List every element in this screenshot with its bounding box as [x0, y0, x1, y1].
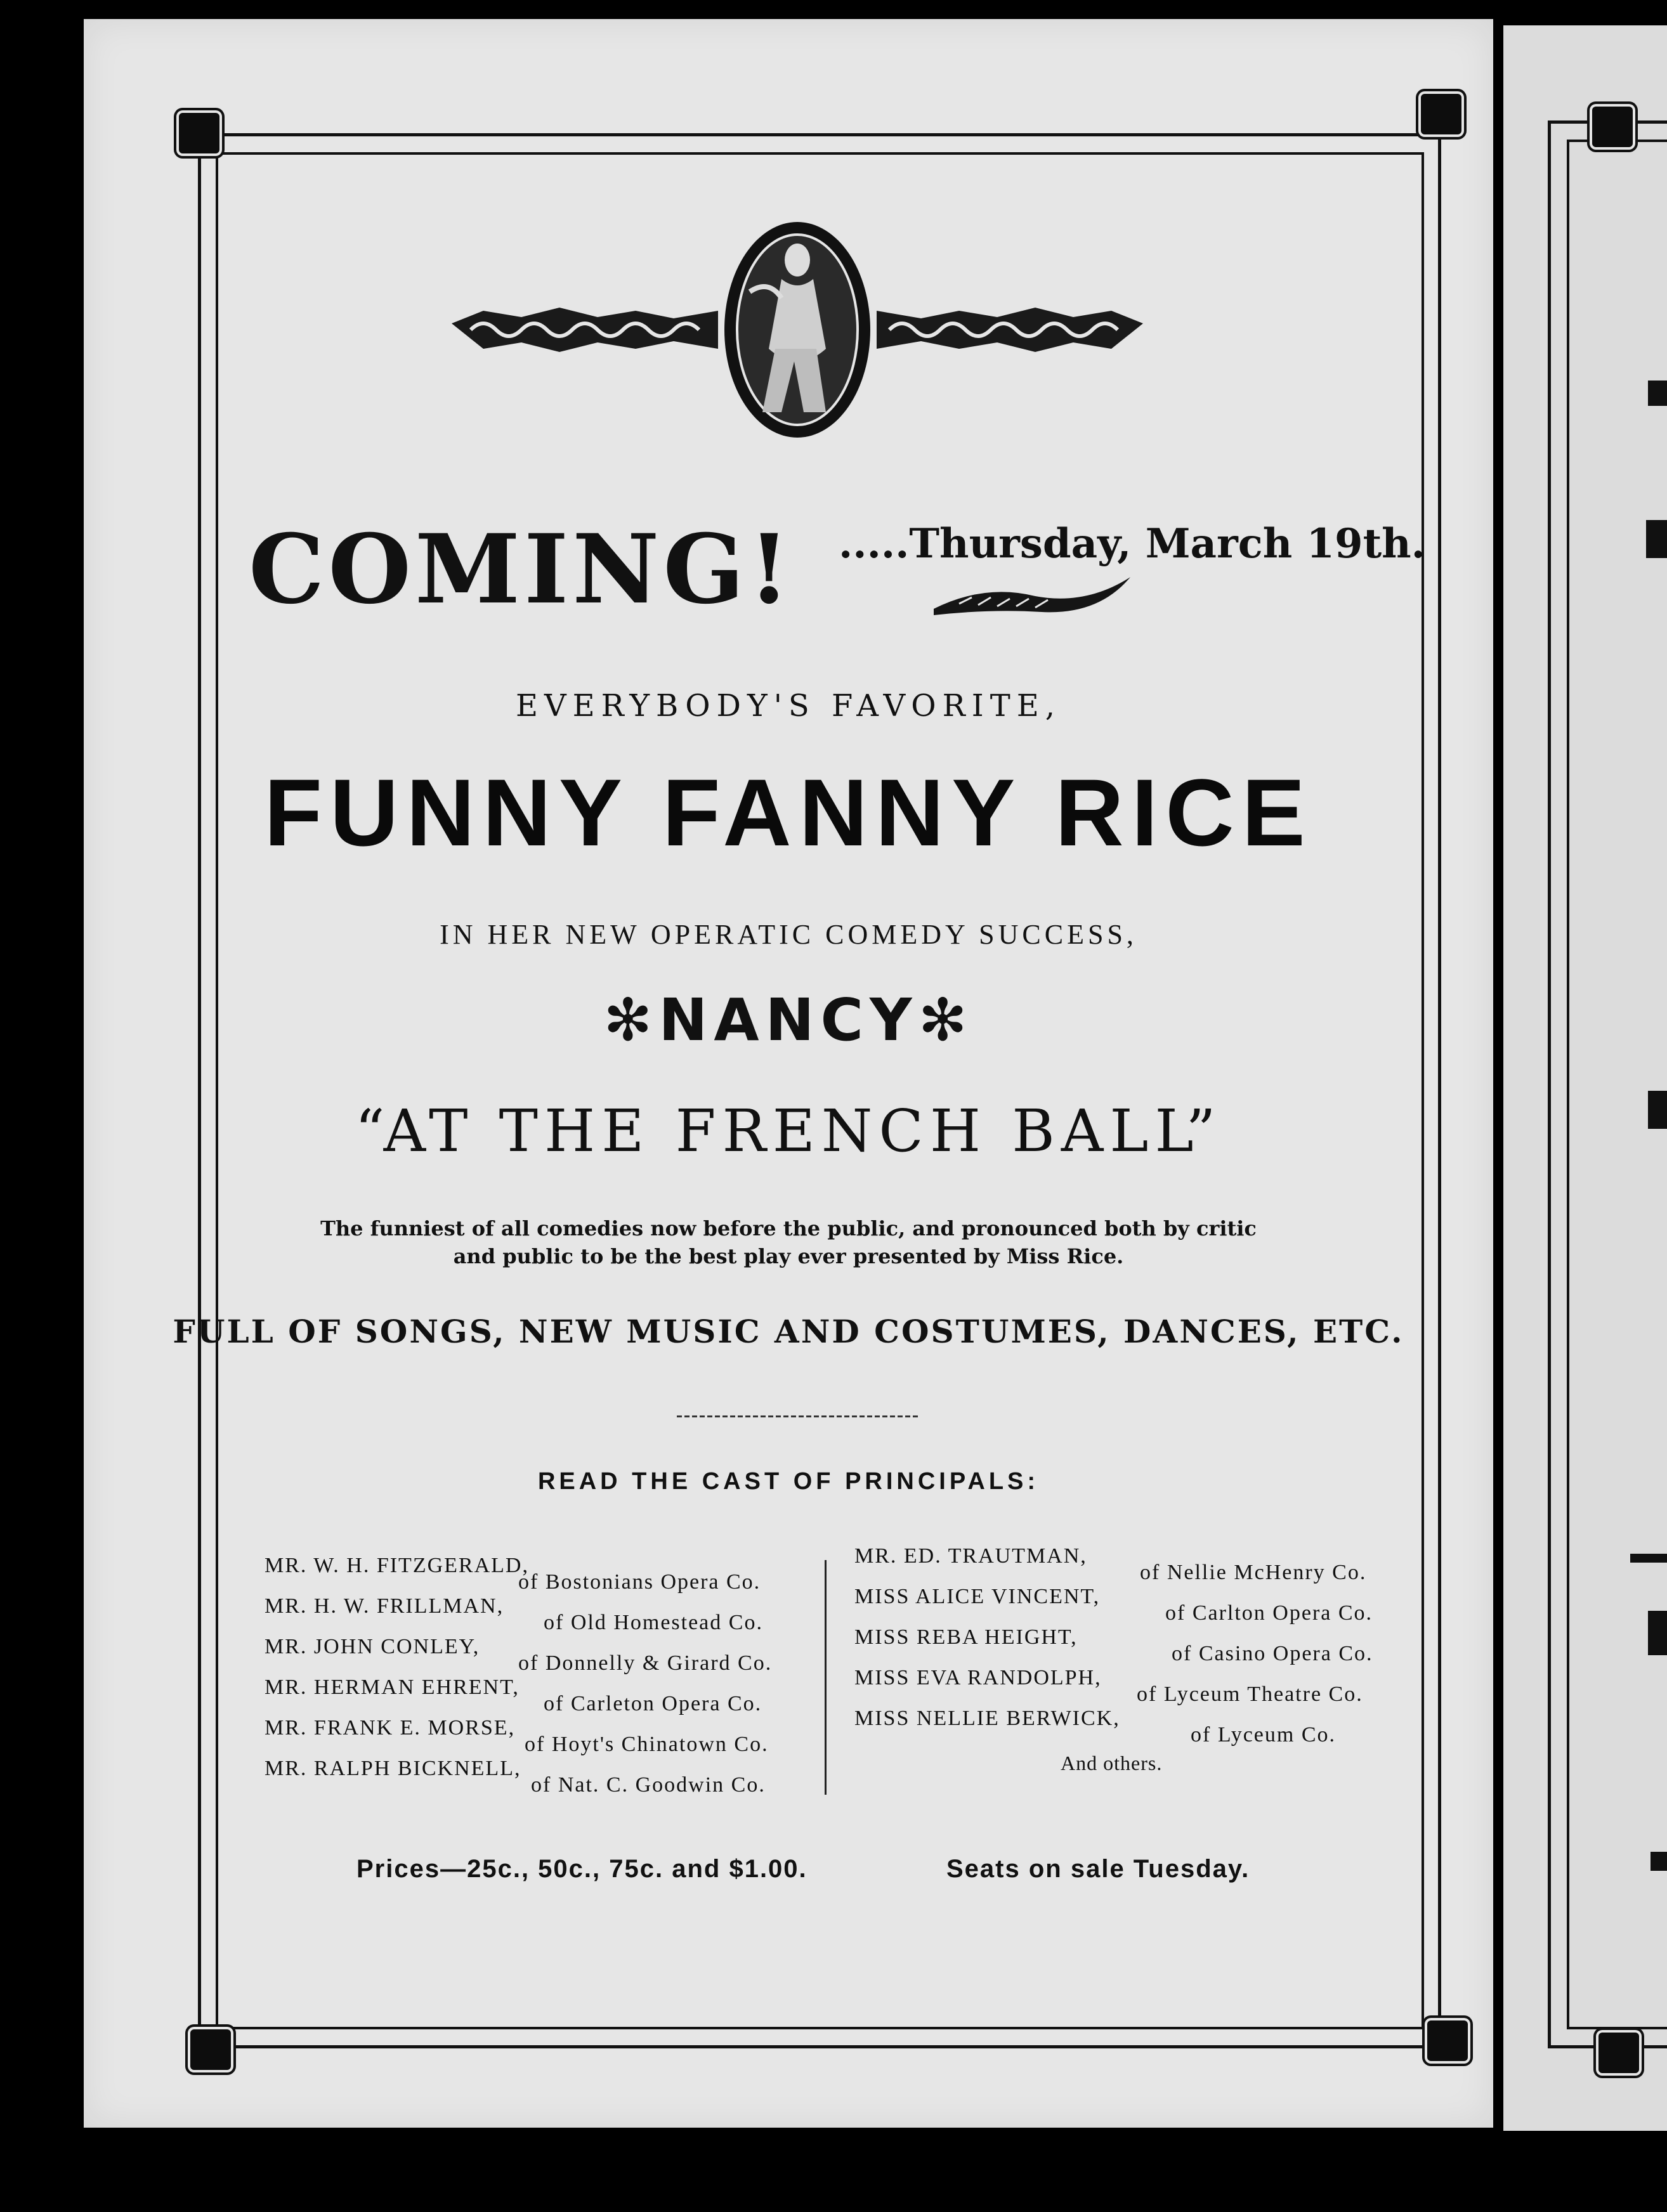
adjacent-page-fragment [1503, 25, 1667, 2131]
cast-name: MR. ED. TRAUTMAN, [854, 1544, 1087, 1568]
cast-list-right [854, 1544, 1463, 1747]
cast-company: of Lyceum Theatre Co. [1137, 1682, 1363, 1706]
snowflake-right-icon: ✻ [918, 986, 974, 1054]
cast-entry [265, 1675, 861, 1716]
show-subtitle: “AT THE FRENCH BALL” [355, 1097, 1222, 1165]
description-line-1: The funniest of all comedies now before the public, and pronounced both by critic [320, 1216, 1257, 1240]
adjacent-text-fragment [1630, 1554, 1667, 1563]
ticket-prices: Prices—25c., 50c., 75c. and $1.00. [356, 1855, 807, 1883]
cast-entry [854, 1707, 1463, 1747]
adjacent-corner-bottom [1598, 2033, 1639, 2073]
event-date: .....Thursday, March 19th. [839, 520, 1425, 568]
cast-entry [854, 1544, 1463, 1585]
adjacent-inner-border [1567, 140, 1667, 2029]
cast-company: of Hoyt's Chinatown Co. [525, 1733, 769, 1756]
right-scroll-ornament [877, 308, 1143, 352]
cast-entry [854, 1585, 1463, 1625]
cast-name: MR. RALPH BICKNELL, [265, 1757, 521, 1780]
show-title-text: NANCY [658, 986, 918, 1054]
cast-list-left [265, 1554, 861, 1797]
new-operatic-line: IN HER NEW OPERATIC COMEDY SUCCESS, [440, 919, 1137, 950]
header-ornament [445, 222, 1149, 463]
left-scroll-ornament [452, 308, 718, 352]
corner-ornament-bottom-right [1427, 2020, 1468, 2061]
adjacent-text-fragment [1648, 381, 1667, 406]
cast-entry [854, 1625, 1463, 1666]
cast-entry [265, 1716, 861, 1757]
cast-company: of Nat. C. Goodwin Co. [531, 1773, 766, 1797]
adjacent-text-fragment [1648, 1611, 1667, 1655]
cast-name: MR. W. H. FITZGERALD, [265, 1554, 529, 1577]
cast-name: MR. JOHN CONLEY, [265, 1635, 480, 1658]
corner-ornament-bottom-left [190, 2029, 231, 2070]
features-line: FULL OF SONGS, NEW MUSIC AND COSTUMES, DANCES, ETC. [173, 1313, 1404, 1350]
cast-name: MISS EVA RANDOLPH, [854, 1666, 1102, 1689]
show-title [84, 986, 1493, 1054]
cast-company: of Old Homestead Co. [544, 1611, 763, 1634]
cast-name: MISS NELLIE BERWICK, [854, 1707, 1120, 1730]
cast-name: MR. H. W. FRILLMAN, [265, 1594, 504, 1618]
cast-entry [854, 1666, 1463, 1707]
description [84, 1214, 1493, 1270]
cast-entry [265, 1554, 861, 1594]
seats-on-sale: Seats on sale Tuesday. [946, 1855, 1250, 1883]
cast-column-divider [825, 1560, 827, 1795]
star-name: FUNNY FANNY RICE [264, 759, 1313, 866]
adjacent-text-fragment [1646, 520, 1667, 558]
favorite-line: EVERYBODY'S FAVORITE, [515, 688, 1062, 724]
cast-company: of Casino Opera Co. [1172, 1642, 1373, 1665]
adjacent-text-fragment [1648, 1091, 1667, 1129]
poster-page [84, 19, 1493, 2128]
corner-ornament-top-left [179, 113, 219, 153]
snowflake-left-icon: ✻ [603, 986, 659, 1054]
cast-company: of Donnelly & Girard Co. [518, 1651, 773, 1675]
dotted-divider [677, 1415, 918, 1417]
cast-entry [265, 1594, 861, 1635]
cast-entry [265, 1757, 861, 1797]
cast-name: MR. HERMAN EHRENT, [265, 1675, 520, 1699]
corner-ornament-top-right [1421, 94, 1461, 134]
oval-portrait-icon [724, 222, 870, 438]
cast-company: of Carlton Opera Co. [1165, 1601, 1373, 1625]
cast-heading: READ THE CAST OF PRINCIPALS: [537, 1468, 1040, 1495]
swash-ornament [934, 577, 1137, 628]
and-others: And others. [1061, 1752, 1163, 1774]
cast-name: MISS ALICE VINCENT, [854, 1585, 1101, 1608]
cast-company: of Carleton Opera Co. [544, 1692, 762, 1715]
cast-name: MISS REBA HEIGHT, [854, 1625, 1078, 1649]
cast-name: MR. FRANK E. MORSE, [265, 1716, 516, 1740]
adjacent-text-fragment [1651, 1852, 1667, 1871]
description-line-2: and public to be the best play ever presented by Miss Rice. [453, 1244, 1124, 1268]
cast-company: of Lyceum Co. [1191, 1723, 1337, 1747]
cast-company: of Nellie McHenry Co. [1140, 1561, 1367, 1584]
coming-headline: COMING! [249, 514, 794, 625]
cast-entry [265, 1635, 861, 1675]
adjacent-corner-top [1592, 107, 1633, 147]
cast-company: of Bostonians Opera Co. [518, 1570, 761, 1594]
